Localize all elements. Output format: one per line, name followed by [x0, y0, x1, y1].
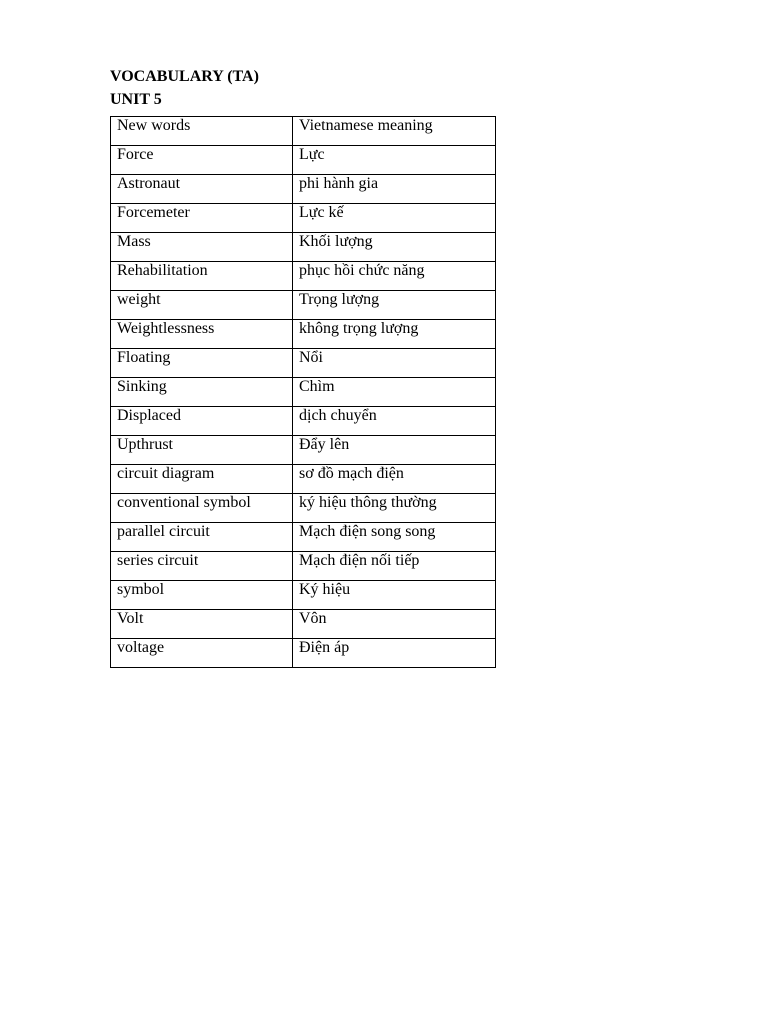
table-row [111, 465, 496, 494]
table-row [111, 146, 496, 175]
table-row [111, 581, 496, 610]
english-word: Displaced [117, 407, 181, 424]
vietnamese-meaning: Khối lượng [299, 233, 373, 250]
english-word: series circuit [117, 552, 199, 569]
vietnamese-meaning: không trọng lượng [299, 320, 419, 337]
vietnamese-meaning-cell [293, 407, 496, 436]
vietnamese-meaning-cell [293, 465, 496, 494]
vietnamese-meaning: Nổi [299, 349, 323, 366]
table-row [111, 262, 496, 291]
english-word-cell [111, 465, 293, 494]
english-word: Mass [117, 233, 151, 250]
english-word: Astronaut [117, 175, 181, 192]
english-word-cell [111, 552, 293, 581]
header-new-words-label: New words [117, 117, 191, 134]
header-vietnamese-meaning [293, 117, 496, 146]
table-row [111, 639, 496, 668]
vietnamese-meaning-cell [293, 610, 496, 639]
vietnamese-meaning: Đẩy lên [299, 436, 350, 453]
english-word-cell [111, 349, 293, 378]
header-vietnamese-meaning-label: Vietnamese meaning [299, 117, 433, 134]
table-row [111, 407, 496, 436]
english-word-cell [111, 523, 293, 552]
vietnamese-meaning-cell [293, 233, 496, 262]
table-row [111, 349, 496, 378]
vietnamese-meaning: sơ đồ mạch điện [299, 465, 404, 482]
english-word-cell [111, 146, 293, 175]
vietnamese-meaning-cell [293, 552, 496, 581]
vietnamese-meaning-cell [293, 175, 496, 204]
table-row [111, 291, 496, 320]
vietnamese-meaning: Lực [299, 146, 325, 163]
english-word: Upthrust [117, 436, 173, 453]
english-word-cell [111, 436, 293, 465]
vietnamese-meaning-cell [293, 262, 496, 291]
table-row [111, 610, 496, 639]
vocabulary-table [110, 116, 496, 668]
english-word: Floating [117, 349, 171, 366]
english-word: circuit diagram [117, 465, 215, 482]
english-word: voltage [117, 639, 165, 656]
table-row [111, 494, 496, 523]
vietnamese-meaning-cell [293, 320, 496, 349]
table-header-row [111, 117, 496, 146]
english-word-cell [111, 639, 293, 668]
vietnamese-meaning-cell [293, 204, 496, 233]
vietnamese-meaning: Vôn [299, 610, 327, 627]
vietnamese-meaning: phục hồi chức năng [299, 262, 425, 279]
english-word: Volt [117, 610, 144, 627]
table-row [111, 523, 496, 552]
unit-heading: UNIT 5 [110, 91, 162, 108]
english-word-cell [111, 378, 293, 407]
vietnamese-meaning: dịch chuyển [299, 407, 377, 424]
document-title: VOCABULARY (TA) [110, 68, 259, 85]
english-word: Sinking [117, 378, 167, 395]
vocabulary-table-body [111, 117, 496, 668]
english-word: parallel circuit [117, 523, 210, 540]
vietnamese-meaning: Điện áp [299, 639, 350, 656]
english-word-cell [111, 233, 293, 262]
english-word: conventional symbol [117, 494, 251, 511]
vietnamese-meaning-cell [293, 639, 496, 668]
english-word: Rehabilitation [117, 262, 208, 279]
vietnamese-meaning-cell [293, 146, 496, 175]
vietnamese-meaning-cell [293, 436, 496, 465]
table-row [111, 378, 496, 407]
table-row [111, 233, 496, 262]
table-row [111, 204, 496, 233]
english-word-cell [111, 262, 293, 291]
vietnamese-meaning: Mạch điện song song [299, 523, 436, 540]
english-word: weight [117, 291, 161, 308]
english-word: Forcemeter [117, 204, 190, 221]
vietnamese-meaning: Chìm [299, 378, 335, 395]
vietnamese-meaning-cell [293, 291, 496, 320]
vietnamese-meaning: Lực kế [299, 204, 344, 221]
table-row [111, 320, 496, 349]
vietnamese-meaning-cell [293, 494, 496, 523]
english-word-cell [111, 320, 293, 349]
table-row [111, 436, 496, 465]
english-word: Weightlessness [117, 320, 215, 337]
english-word-cell [111, 204, 293, 233]
document-page [110, 66, 496, 668]
english-word-cell [111, 581, 293, 610]
table-row [111, 175, 496, 204]
vietnamese-meaning: ký hiệu thông thường [299, 494, 437, 511]
vietnamese-meaning: Trọng lượng [299, 291, 380, 308]
header-new-words [111, 117, 293, 146]
english-word-cell [111, 610, 293, 639]
vietnamese-meaning: Mạch điện nối tiếp [299, 552, 420, 569]
vietnamese-meaning-cell [293, 581, 496, 610]
english-word-cell [111, 494, 293, 523]
vietnamese-meaning-cell [293, 349, 496, 378]
english-word-cell [111, 175, 293, 204]
vietnamese-meaning: phi hành gia [299, 175, 379, 192]
english-word: symbol [117, 581, 165, 598]
vietnamese-meaning-cell [293, 378, 496, 407]
english-word-cell [111, 407, 293, 436]
table-row [111, 552, 496, 581]
english-word: Force [117, 146, 154, 163]
vietnamese-meaning: Ký hiệu [299, 581, 351, 598]
english-word-cell [111, 291, 293, 320]
vietnamese-meaning-cell [293, 523, 496, 552]
